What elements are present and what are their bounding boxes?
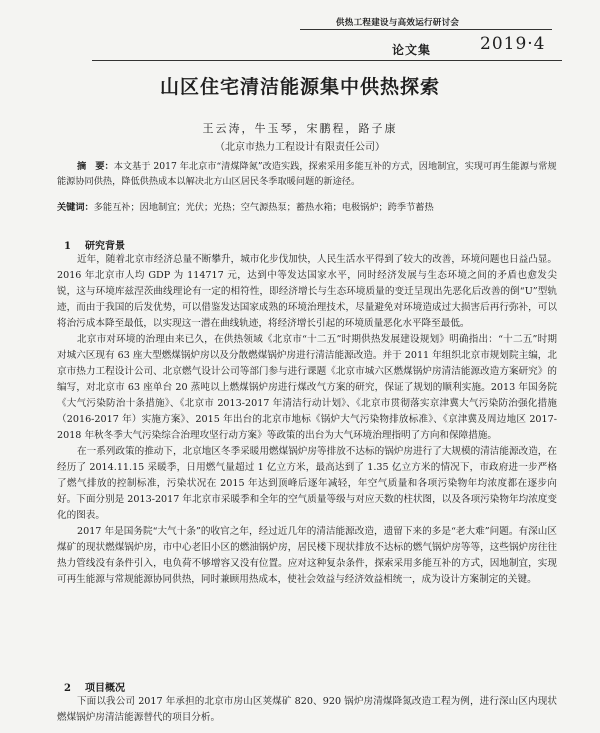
paragraph: 在一系列政策的推动下，北京地区冬季采暖用燃煤锅炉房等排放不达标的锅炉房进行了大规模的清洁能源改造，在经历了 2014.11.15 采暖季，日用燃气量超过 1 亿立方米，最高达到了 1.35 亿立方米的情况下，市政府进一步严格了燃气排放的控制标准，污染状况在 2015 年达到顶峰后逐年减轻，年空气质量和各项污染物年均浓度都在逐步向好。下面分别是 2013-2017 年北京市采暖季和全年的空气质量等级与对应天数的柱状图，以及各项污染物年均浓度变化的图表。 — [57, 446, 557, 521]
paragraph: 下面以我公司 2017 年承担的北京市房山区荚煤矿 820、920 锅炉房清煤降氮改造工程为例，进行深山区内现状燃煤锅炉房清洁能源替代的项目分析。 — [57, 696, 557, 723]
section-heading-2 — [64, 679, 125, 694]
section-number: 2 — [64, 683, 71, 694]
paragraph: 北京市对环境的治理由来已久，在供热领域《北京市“十二五”时期供热发展建设规划》明确指出：“十二五”时期对城六区现有 63 座大型燃煤锅炉房以及分散燃煤锅炉房进行清洁能源改造。并于 2011 年组织北京市规划院主编，北京市热力工程设计公司、北京燃气设计公司等部门参与进行课题《北京市城六区燃煤锅炉房清洁能源改造方案研究》的编写，对北京市 63 座单台 20 蒸吨以上燃煤锅炉房进行煤改气方案的研究，保证了规划的顺利实施。2013 年国务院《大气污染防治十条措施》、《北京市 2013-2017 年清洁行动计划》、《北京市贯彻落实京津冀大气污染防治强化措施（2016-2017 年）实施方案》、2015 年出台的北京市地标《锅炉大气污染物排放标准》、《京津冀及周边地区 2017-2018 年秋冬季大气污染综合治理攻坚行动方案》等政策的出台为大气环境治理指明了方向和保障措施。 — [57, 334, 557, 441]
running-header-conference: 供热工程建设与高效运行研讨会 — [336, 18, 460, 28]
paper-title: 山区住宅清洁能源集中供热探索 — [159, 76, 440, 98]
paper-authors: 王云涛，牛玉琴，宋鹏程，路子康 — [202, 122, 398, 135]
abstract-text: 本文基于 2017 年北京市“清煤降氮”改造实践，探索采用多能互补的方式，因地制宜，实现可再生能源与常规能源协同供热，降低供热成本以解决北方山区居民冬季取暖问题的新途径。 — [57, 161, 557, 187]
section-number: 1 — [64, 241, 71, 252]
keywords-text: 多能互补；因地制宜；光伏；光热；空气源热泵；蓄热水箱；电极锅炉；跨季节蓄热 — [93, 202, 434, 213]
section-heading-1 — [64, 237, 125, 252]
section-title: 项目概况 — [84, 683, 125, 694]
keywords — [57, 200, 557, 215]
header-rule-bottom — [92, 60, 562, 61]
paragraph: 近年，随着北京市经济总量不断攀升，城市化步伐加快，人民生活水平得到了较大的改善，环境问题也日益凸显。2016 年北京市人均 GDP 为 114717 元，达到中等发达国家水平，同时经济发展与生态环境之间的矛盾也愈发尖锐，这与环境库兹涅茨曲线理论有一定的相符性，即经济增长与生态环境质量的变迁呈现出先恶化后改善的倒“U”型轨迹，而由于我国的后发优势，可以借鉴发达国家成熟的环境治理技术，尽量避免对环境造成过大损害后再行弥补，可以将治污成本降至最低，以实现这一潜在曲线轨迹，将经济增长引起的环境质量恶化水平降至最低。 — [57, 254, 557, 329]
paper-affiliation: （北京市热力工程设计有限责任公司） — [215, 142, 385, 153]
abstract — [57, 159, 557, 189]
keywords-label: 关键词： — [57, 202, 94, 213]
abstract-label: 摘 要： — [77, 161, 114, 172]
running-header-year: 2019·4 — [480, 34, 546, 54]
section-2-body — [57, 694, 557, 726]
paragraph: 2017 年是国务院“大气十条”的收官之年，经过近几年的清洁能源改造，遗留下来的多是“老大难”问题。有深山区煤矿的现状燃煤锅炉房，市中心老旧小区的燃油锅炉房，居民楼下现状排放不达标的燃气锅炉房等等，这些锅炉房往往热力管线没有条件引入，电负荷不够增容又没有位置。应对这种复杂条件，探索采用多能互补的方式，因地制宜，实现可再生能源与常规能源协同供热，同时兼顾用热成本，使社会效益与经济效益相统一，成为设计方案制定的关键。 — [57, 526, 557, 585]
section-title: 研究背景 — [84, 241, 125, 252]
header-rule-top — [300, 29, 552, 30]
section-1-body — [57, 252, 557, 588]
running-header-collection: 论文集 — [392, 43, 432, 57]
